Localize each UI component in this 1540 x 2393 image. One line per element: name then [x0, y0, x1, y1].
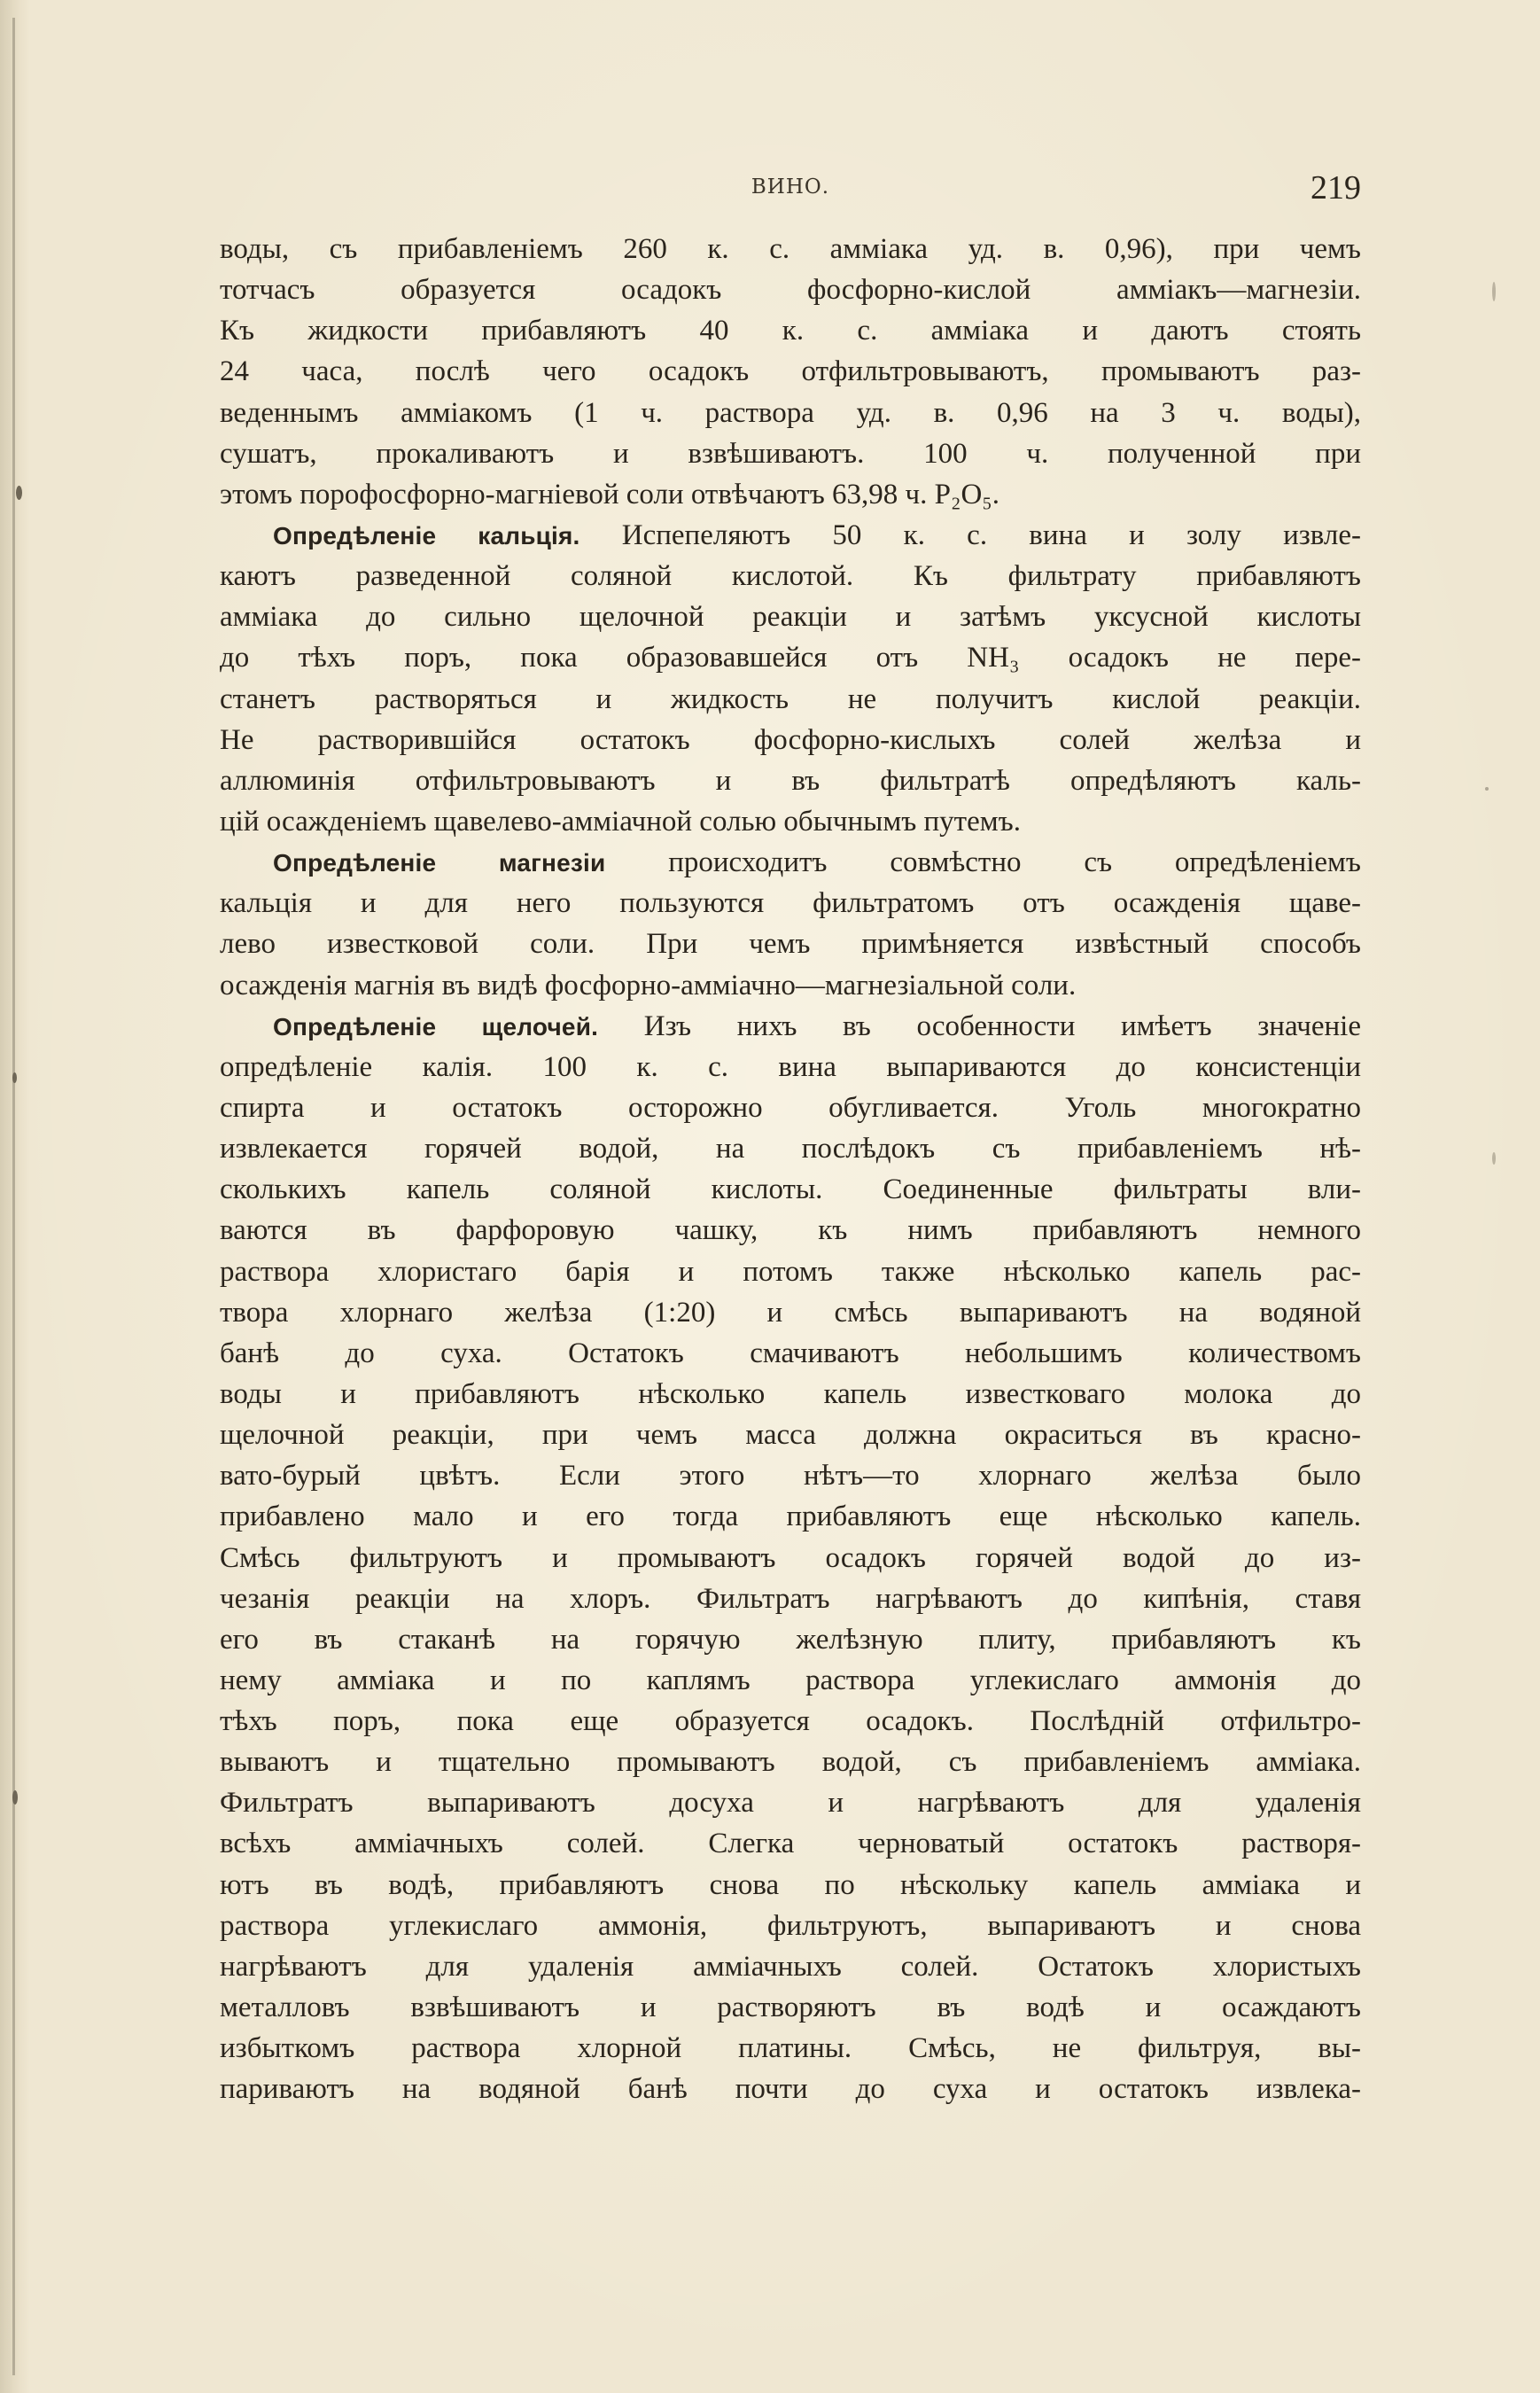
text-line: щелочной реакціи, при чемъ масса должна окраситься въ красно- [220, 1419, 1361, 1452]
running-title: ВИНО. [751, 175, 830, 199]
paragraph-alkali-first-line: Опредѣленіе щелочей. Изъ нихъ въ особенности имѣетъ значеніе [273, 1009, 1361, 1042]
text-line: всѣхъ амміачныхъ солей. Слегка черноватый остатокъ растворя- [220, 1828, 1361, 1860]
paper-speck [16, 486, 22, 500]
text-line: избыткомъ раствора хлорной платины. Смѣсь, не фильтруя, вы- [220, 2032, 1361, 2065]
binding-line [12, 18, 15, 2375]
text-line: вываютъ и тщательно промываютъ водой, съ прибавленіемъ амміака. [220, 1746, 1361, 1779]
text-line: воды и прибавляютъ нѣсколько капель известковаго молока до [220, 1377, 1361, 1410]
text-line: Не растворившійся остатокъ фосфорно-кислыхъ солей желѣза и [220, 723, 1361, 756]
paragraph-magnesia-first-line: Опредѣленіе магнезіи происходитъ совмѣстно съ опредѣленіемъ [273, 846, 1361, 879]
text-line: Фильтратъ выпариваютъ досуха и нагрѣваютъ для удаленія [220, 1787, 1361, 1820]
text-line: станетъ растворяться и жидкость не получитъ кислой реакціи. [220, 682, 1361, 715]
text-line: прибавлено мало и его тогда прибавляютъ еще нѣсколько капель. [220, 1500, 1361, 1533]
paper-speck [12, 1072, 17, 1083]
text-line: 24 часа, послѣ чего осадокъ отфильтровываютъ, промываютъ раз- [220, 355, 1361, 388]
text-line: цій осажденіемъ щавелево-амміачной солью обычнымъ путемъ. [220, 805, 1021, 838]
page-header [220, 168, 1361, 213]
text-line: нагрѣваютъ для удаленія амміачныхъ солей. Остатокъ хлористыхъ [220, 1950, 1361, 1983]
text-line: кальція и для него пользуются фильтратомъ отъ осажденія щаве- [220, 887, 1361, 920]
text-line: до тѣхъ поръ, пока образовавшейся отъ NH₃ осадокъ не пере- [220, 642, 1361, 674]
text-line: Къ жидкости прибавляютъ 40 к. с. амміака и даютъ стоять [220, 315, 1361, 347]
body-text [220, 229, 1361, 2109]
section-heading-alkali: Опредѣленіе щелочей. [273, 1012, 599, 1041]
text-line: каютъ разведенной соляной кислотой. Къ фильтрату прибавляютъ [220, 560, 1361, 593]
text-line: чезанія реакціи на хлоръ. Фильтратъ нагрѣваютъ до кипѣнія, ставя [220, 1582, 1361, 1615]
text-line: лево известковой соли. При чемъ примѣняется извѣстный способъ [220, 928, 1361, 961]
text-line: аллюминія отфильтровываютъ и въ фильтратѣ опредѣляютъ каль- [220, 764, 1361, 797]
text-line: осажденія магнія въ видѣ фосфорно-амміачно—магнезіальной соли. [220, 969, 1077, 1002]
text-line: вато-бурый цвѣтъ. Если этого нѣтъ—то хлорнаго желѣза было [220, 1460, 1361, 1493]
text-line: сушатъ, прокаливаютъ и взвѣшиваютъ. 100 ч. полученной при [220, 437, 1361, 470]
text-line: ваются въ фарфоровую чашку, къ нимъ прибавляютъ немного [220, 1214, 1361, 1247]
text-line: париваютъ на водяной банѣ почти до суха и остатокъ извлека- [220, 2073, 1361, 2106]
text-line: опредѣленіе калія. 100 к. с. вина выпариваются до консистенціи [220, 1050, 1361, 1083]
section-heading-calcium: Опредѣленіе кальція. [273, 521, 580, 550]
text-line: его въ стаканѣ на горячую желѣзную плиту, прибавляютъ къ [220, 1623, 1361, 1656]
text-line: ютъ въ водѣ, прибавляютъ снова по нѣскольку капель амміака и [220, 1868, 1361, 1901]
text-line: тотчасъ образуется осадокъ фосфорно-кислой амміакъ—магнезіи. [220, 274, 1361, 307]
paper-speck [1492, 1152, 1496, 1165]
page-binding-edge [0, 0, 30, 2393]
paragraph-calcium-first-line: Опредѣленіе кальція. Испепеляютъ 50 к. с. вина и золу извле- [273, 518, 1362, 551]
text-line: воды, съ прибавленіемъ 260 к. с. амміака уд. в. 0,96), при чемъ [220, 233, 1361, 265]
text-line: амміака до сильно щелочной реакціи и затѣмъ уксусной кислоты [220, 601, 1361, 634]
paper-speck [12, 1790, 18, 1804]
text-line: веденнымъ амміакомъ (1 ч. раствора уд. в. 0,96 на 3 ч. воды), [220, 396, 1361, 429]
text-line: нему амміака и по каплямъ раствора углекислаго аммонія до [220, 1664, 1361, 1696]
paper-speck [1492, 282, 1496, 301]
page-number: 219 [1311, 169, 1361, 207]
text-line: извлекается горячей водой, на послѣдокъ съ прибавленіемъ нѣ- [220, 1133, 1361, 1165]
text-line: тѣхъ поръ, пока еще образуется осадокъ. Послѣдній отфильтро- [220, 1705, 1361, 1738]
text-line: раствора хлористаго барія и потомъ также нѣсколько капель рас- [220, 1255, 1361, 1288]
text-line: этомъ порофосфорно-магніевой соли отвѣчаютъ 63,98 ч. P₂O₅. [220, 478, 1000, 511]
text-line: сколькихъ капель соляной кислоты. Соединенные фильтраты вли- [220, 1173, 1361, 1206]
text-line: Смѣсь фильтруютъ и промываютъ осадокъ горячей водой до из- [220, 1541, 1361, 1574]
text-line: спирта и остатокъ осторожно обугливается. Уголь многократно [220, 1091, 1361, 1124]
text-line: раствора углекислаго аммонія, фильтруютъ, выпариваютъ и снова [220, 1909, 1361, 1942]
section-heading-magnesia: Опредѣленіе магнезіи [273, 849, 606, 877]
text-line: банѣ до суха. Остатокъ смачиваютъ небольшимъ количествомъ [220, 1337, 1361, 1369]
paper-speck [1485, 787, 1489, 791]
text-line: твора хлорнаго желѣза (1:20) и смѣсь выпариваютъ на водяной [220, 1296, 1361, 1329]
text-line: металловъ взвѣшиваютъ и растворяютъ въ водѣ и осаждаютъ [220, 1992, 1361, 2024]
